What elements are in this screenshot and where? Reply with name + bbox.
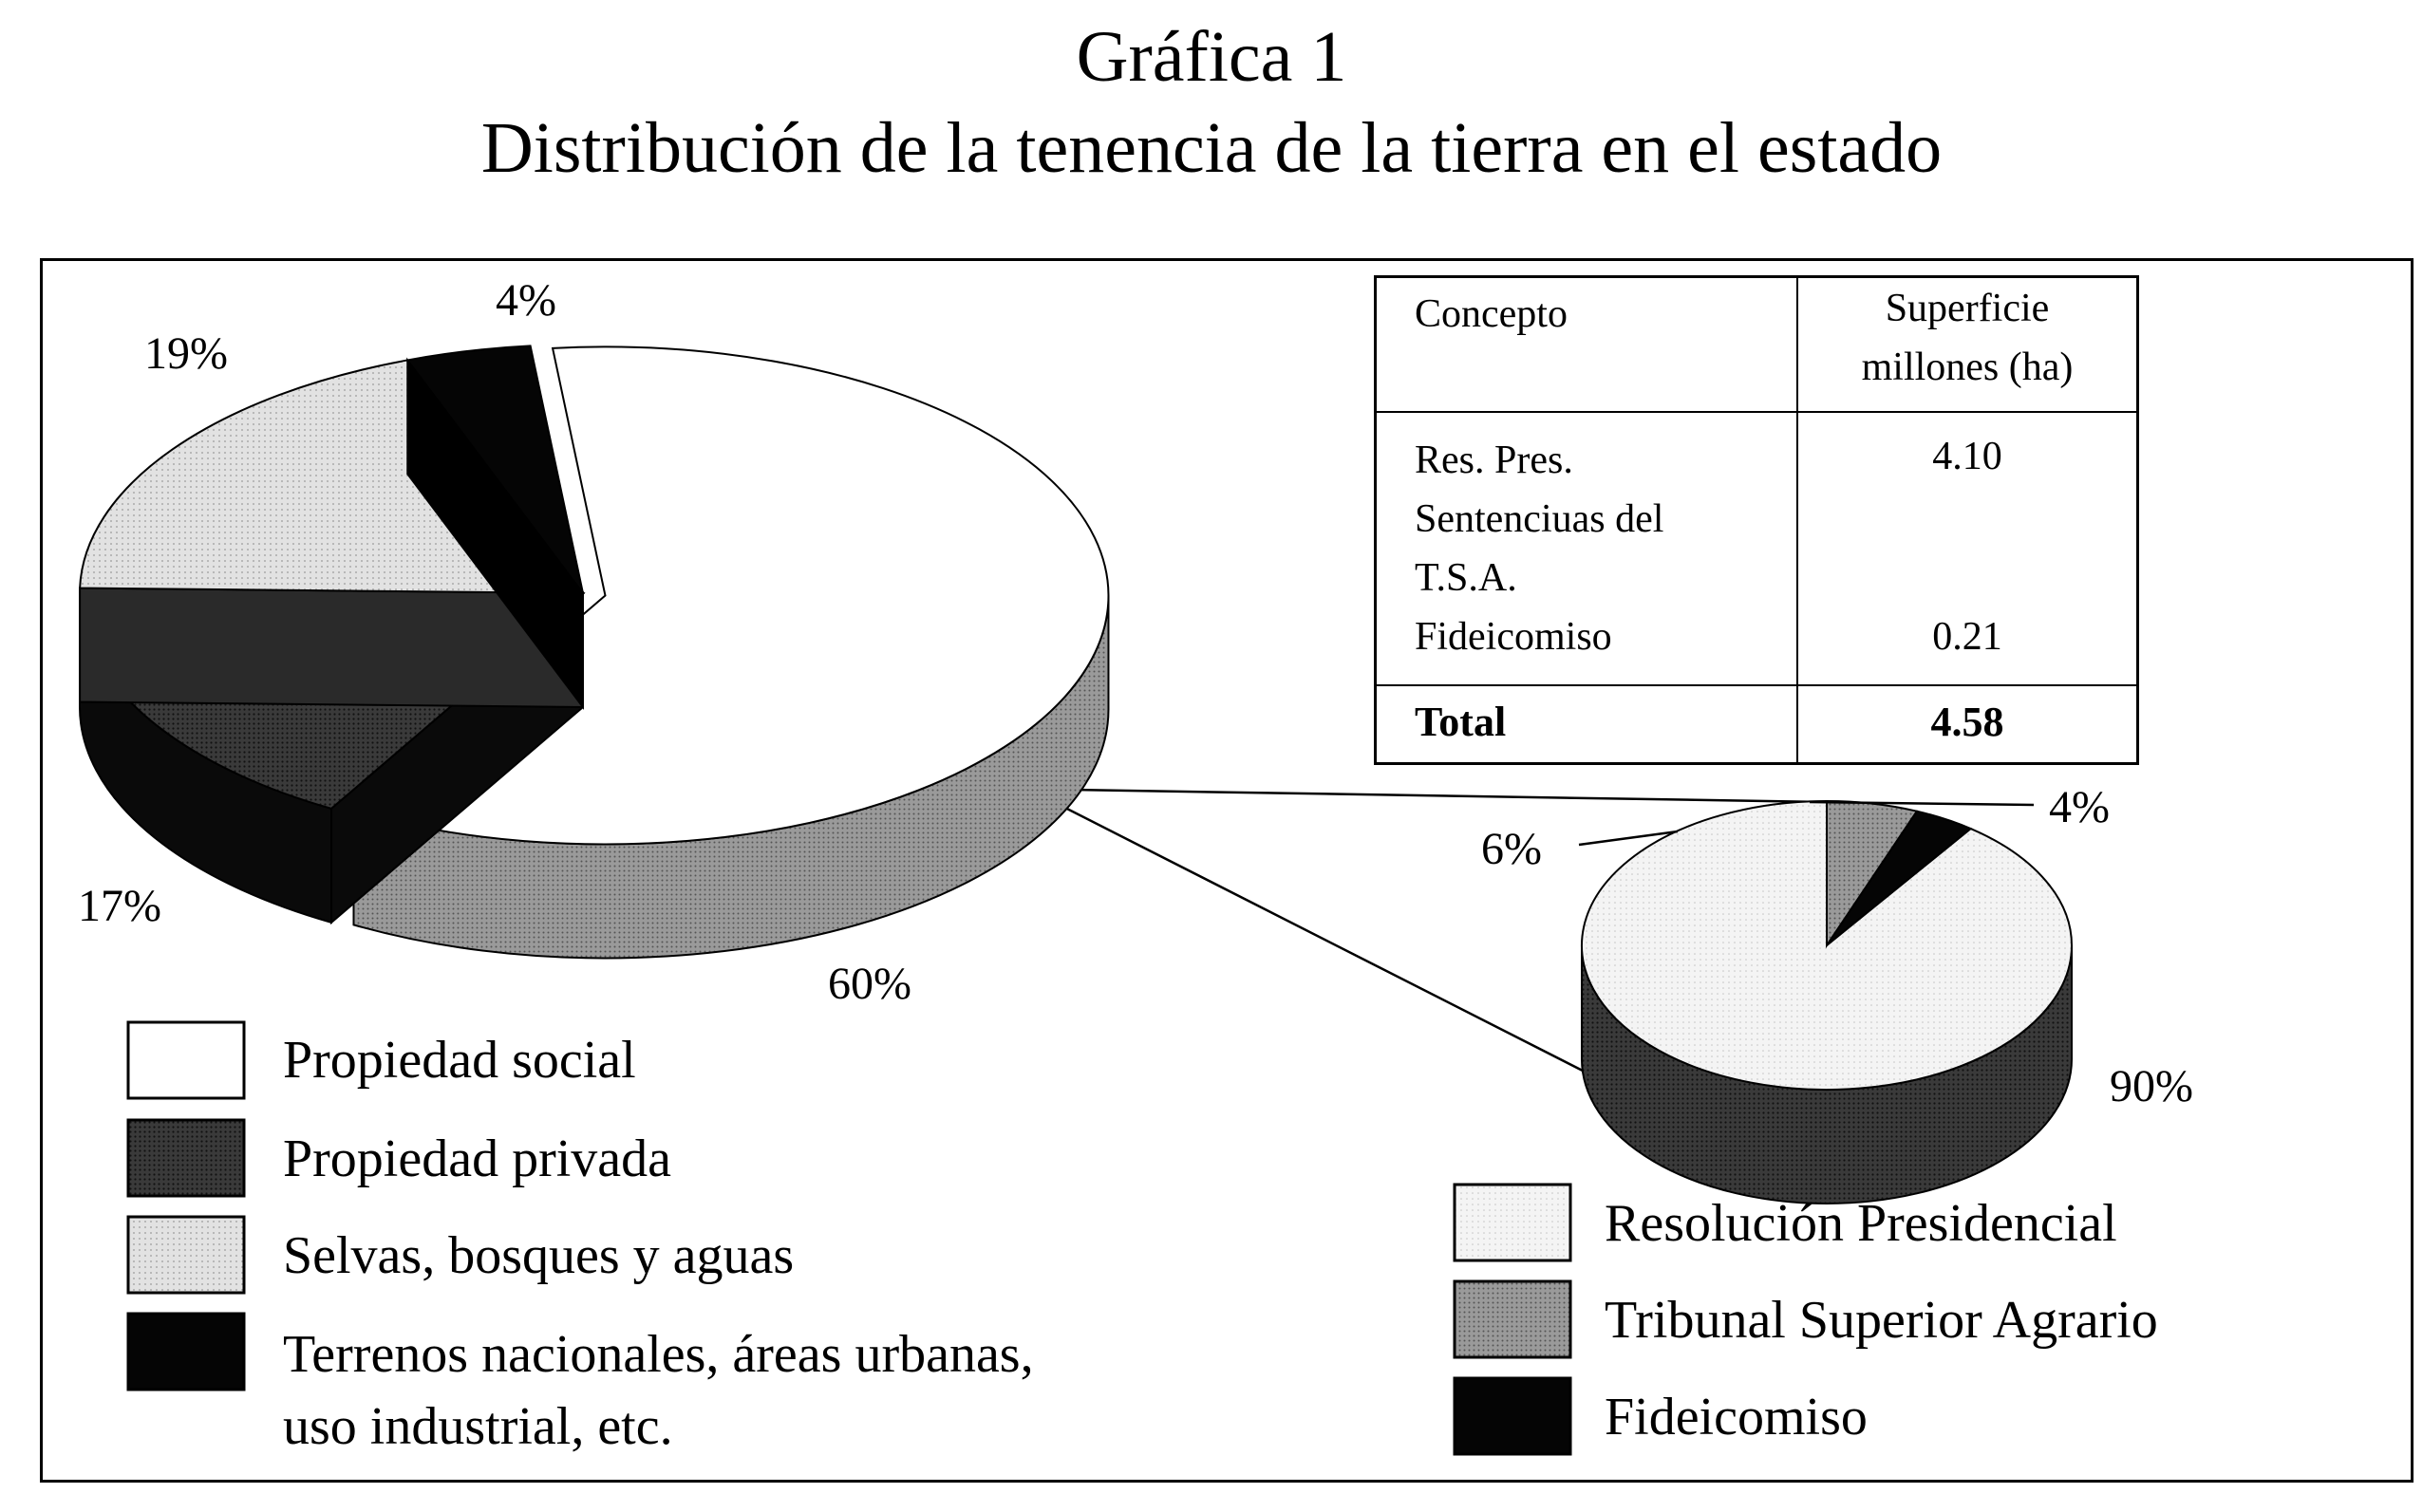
legend2-swatch-2 [1455, 1378, 1570, 1454]
legend1-label-1: Propiedad privada [283, 1129, 671, 1188]
pie1-label-3: 4% [496, 275, 556, 326]
chart-title: Gráfica 1 [1076, 17, 1347, 97]
legend1-swatch-3 [128, 1314, 244, 1390]
pie-superficie [1582, 801, 2072, 1204]
chart-subtitle: Distribución de la tenencia de la tierra en el estado [480, 108, 1943, 188]
pie2-label-2: 4% [2049, 782, 2110, 832]
connector-bottom [1054, 802, 1633, 1096]
legend2-swatch-1 [1455, 1281, 1570, 1357]
table-total-label: Total [1415, 699, 1507, 745]
pie1-label-2: 19% [144, 328, 228, 379]
table-row2-value: 0.21 [1932, 615, 2002, 659]
legend1-label-0: Propiedad social [283, 1031, 636, 1090]
table-row1-concept-line1: Res. Pres. [1415, 439, 1573, 482]
pie-tenencia [80, 345, 1108, 958]
legend2-swatch-0 [1455, 1185, 1570, 1260]
legend2-label-0: Resolución Presidencial [1605, 1194, 2117, 1253]
legend2-label-1: Tribunal Superior Agrario [1605, 1291, 2158, 1350]
legend1-swatch-0 [128, 1022, 244, 1098]
table-row1-value: 4.10 [1932, 435, 2002, 478]
pie1-label-0: 60% [828, 959, 911, 1009]
legend-superficie [1455, 1185, 1570, 1454]
table-row1-concept-line2: Sentenciuas del [1415, 497, 1664, 541]
legend1-swatch-2 [128, 1217, 244, 1293]
pie2-label-1: 6% [1481, 824, 1542, 874]
table-total-divider [1377, 684, 2136, 686]
table-header-superficie-line2: millones (ha) [1861, 345, 2074, 389]
legend2-label-2: Fideicomiso [1605, 1388, 1868, 1447]
legend-tenencia [128, 1022, 244, 1390]
pie1-label-1: 17% [78, 881, 161, 931]
table-row2-concept: Fideicomiso [1415, 615, 1612, 659]
table-row1-concept-line3: T.S.A. [1415, 556, 1517, 600]
table-header-superficie-line1: Superficie [1885, 287, 2050, 330]
legend1-swatch-1 [128, 1120, 244, 1196]
legend1-label-3b: uso industrial, etc. [283, 1397, 673, 1456]
connector-top [1071, 790, 1823, 802]
table-header-concepto: Concepto [1415, 292, 1568, 336]
table-header-divider [1377, 411, 2136, 413]
superficie-table [1374, 275, 2139, 765]
legend1-label-3a: Terrenos nacionales, áreas urbanas, [283, 1325, 1034, 1384]
legend1-label-2: Selvas, bosques y aguas [283, 1226, 795, 1285]
table-total-value: 4.58 [1930, 699, 2004, 745]
pie2-label-0: 90% [2110, 1061, 2193, 1111]
